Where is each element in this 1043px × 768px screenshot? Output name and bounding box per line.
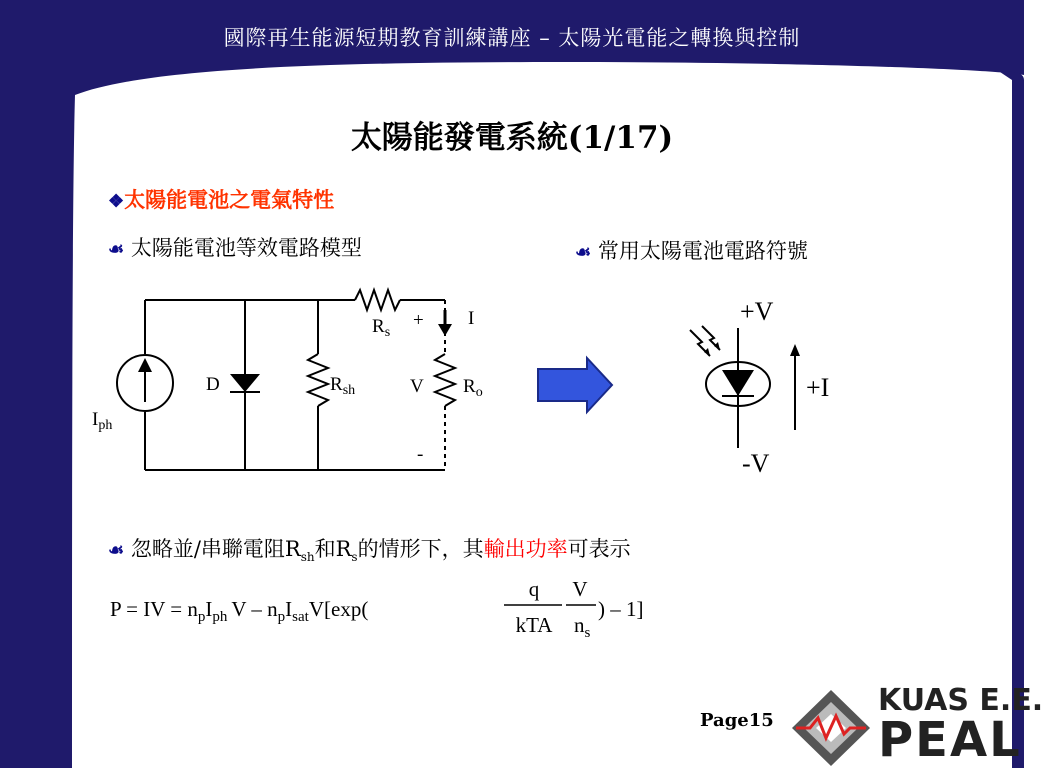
neglect-mid: 和R <box>314 537 352 561</box>
label-ro: $R_o$ <box>463 376 483 400</box>
equivalent-circuit-diagram <box>90 280 510 480</box>
logo-text-peal: PEAL <box>878 712 1022 768</box>
solar-cell-symbol <box>680 290 860 480</box>
leaf-bullet-icon: ☙ <box>575 242 592 263</box>
neglect-suffix: 的情形下，其 <box>357 537 484 561</box>
label-voltage: V <box>410 376 424 397</box>
label-plus-v: +V <box>740 297 774 326</box>
label-rs: $R_s$ <box>372 316 391 340</box>
bullet-neglect-resistance <box>108 533 631 564</box>
bullet-equivalent-circuit-text: 太陽能電池等效電路模型 <box>130 236 362 260</box>
leaf-bullet-icon: ☙ <box>108 239 125 260</box>
right-arrow-icon <box>535 355 615 415</box>
rsh-subscript: sh <box>300 550 315 565</box>
label-diode: D <box>206 374 220 395</box>
section-heading-text: 太陽能電池之電氣特性 <box>124 187 335 212</box>
fraction1-denominator: kTA <box>515 613 553 637</box>
peal-logo-icon <box>790 688 872 768</box>
slide-title: 太陽能發電系統(1/17) <box>350 120 674 156</box>
equation-tail: ) – 1] <box>598 597 644 621</box>
page-number: Page15 <box>700 710 774 731</box>
diamond-bullet-icon: ❖ <box>108 191 125 212</box>
bullet-equivalent-circuit <box>108 232 362 262</box>
logo-text-kuas: KUAS E.E. <box>878 683 1043 718</box>
label-plus-i: +I <box>806 373 830 402</box>
label-minus-v: -V <box>742 449 770 478</box>
rs-subscript: s <box>351 550 358 565</box>
fraction2-denominator: $n_s$ <box>574 613 591 641</box>
neglect-end: 可表示 <box>567 537 631 561</box>
label-rsh: $R_{sh}$ <box>330 374 356 398</box>
section-heading <box>108 184 334 214</box>
header-title: 國際再生能源短期教育訓練講座 – 太陽光電能之轉換與控制 <box>223 26 801 50</box>
label-plus: + <box>413 310 424 331</box>
bullet-circuit-symbol-text: 常用太陽電池電路符號 <box>597 239 808 263</box>
neglect-prefix: 忽略並/串聯電阻R <box>130 537 301 561</box>
label-minus: - <box>417 444 424 465</box>
power-equation <box>110 572 670 644</box>
label-current: I <box>468 308 475 329</box>
bullet-circuit-symbol <box>575 235 808 265</box>
output-power-highlight: 輸出功率 <box>483 537 568 561</box>
leaf-bullet-icon: ☙ <box>108 540 125 561</box>
svg-text:P = IV = npIphV – npIsatV[exp(: P = IV = $n_pI_{ph}$ V – $n_pI_{sat}V[\exp$( <box>110 597 369 625</box>
fraction2-numerator: V <box>572 577 588 601</box>
fraction1-numerator: q <box>528 577 540 601</box>
label-iph: $I_{ph}$ <box>92 409 113 433</box>
